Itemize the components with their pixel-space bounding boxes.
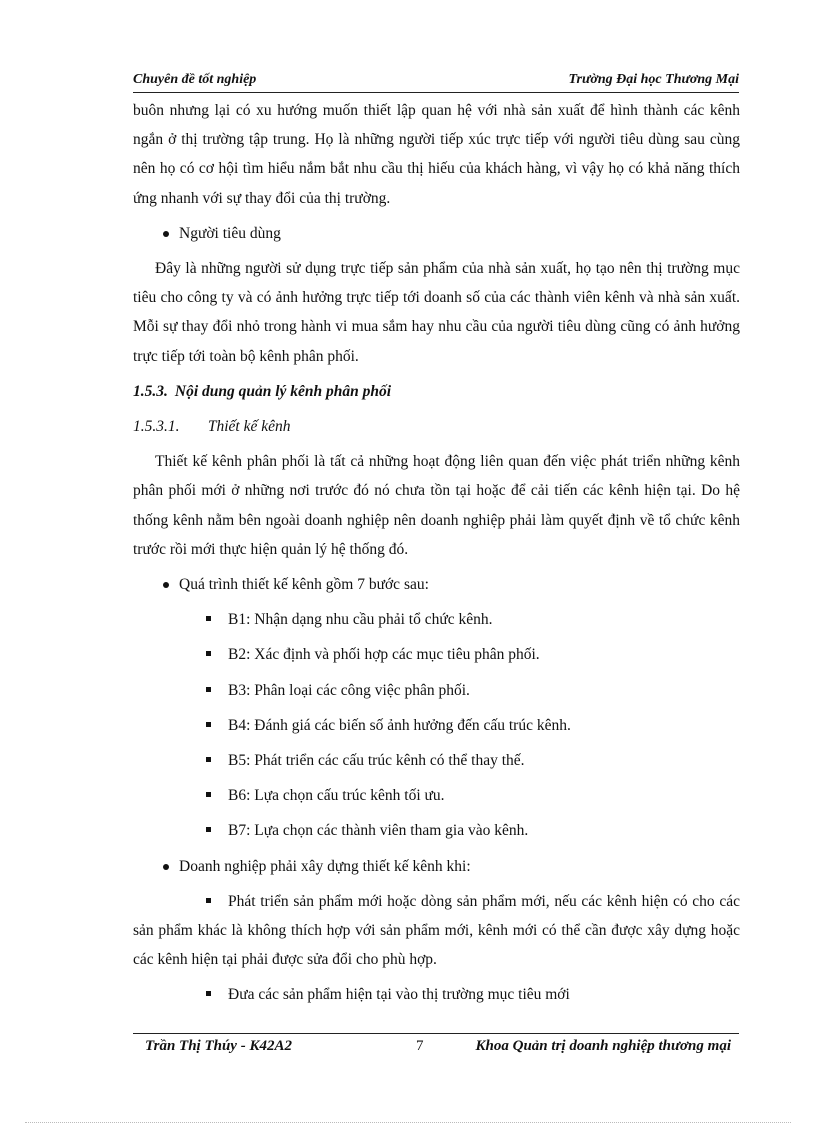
page-body — [133, 96, 740, 1010]
step-text: B3: Phân loại các công việc phân phối. — [228, 681, 470, 699]
page-footer — [133, 1033, 739, 1056]
bullet-consumer — [133, 219, 740, 248]
step-text: B7: Lựa chọn các thành viên tham gia vào kênh. — [228, 822, 529, 840]
subsection-heading — [133, 412, 740, 441]
paragraph-3: Thiết kế kênh phân phối là tất cả những hoạt động liên quan đến việc phát triển những kênh phân phối mới ở những nơi trước đó nó chưa tồn tại hoặc để cải tiến các kênh hiện tại. Do hệ thống kênh nằm bên ngoài doanh nghiệp nên doanh nghiệp phải làm quyết định về tổ chức kênh trước rồi mới thực hiện quản lý hệ thống đó. — [133, 453, 740, 558]
list-item — [133, 816, 740, 845]
list-item — [133, 711, 740, 740]
list-item — [133, 605, 740, 634]
bullet-text: Doanh nghiệp phải xây dựng thiết kế kênh khi: — [179, 857, 471, 875]
subsection-title: Thiết kế kênh — [207, 418, 291, 436]
list-item — [133, 746, 740, 775]
bullet-dot-icon — [163, 582, 169, 588]
paragraph-1: buôn nhưng lại có xu hướng muốn thiết lập quan hệ với nhà sản xuất để hình thành các kênh ngắn ở thị trường tập trung. Họ là những người tiếp xúc trực tiếp với người tiêu dùng sau cùng nên họ có cơ hội tìm hiểu nắm bắt nhu cầu thị hiếu của khách hàng, vì vậy họ có khả năng thích ứng nhanh với sự thay đổi của thị trường. — [133, 102, 740, 207]
square-bullet-icon — [206, 991, 211, 996]
footer-department: Khoa Quản trị doanh nghiệp thương mại — [475, 1038, 731, 1054]
section-number: 1.5.3. — [133, 382, 168, 400]
square-bullet-icon — [206, 792, 211, 797]
sub-item-text: Phát triển sản phẩm mới hoặc dòng sản phẩm mới, nếu các kênh hiện có cho các sản phẩm khác là không thích hợp với sản phẩm mới, kênh mới có thể cần được xây dựng hoặc các kênh hiện tại phải được sửa đổi cho phù hợp. — [133, 892, 740, 969]
list-item — [133, 676, 740, 705]
list-item — [133, 640, 740, 669]
bullet-when-design — [133, 852, 740, 881]
square-bullet-icon — [206, 722, 211, 727]
paragraph-2: Đây là những người sử dụng trực tiếp sản phẩm của nhà sản xuất, họ tạo nên thị trường mục tiêu cho công ty và có ảnh hưởng trực tiếp tới doanh số của các thành viên kênh và nhà sản xuất. Mỗi sự thay đổi nhỏ trong hành vi mua sắm hay nhu cầu của người tiêu dùng cũng có ảnh hưởng trực tiếp tới toàn bộ kênh phân phối. — [133, 260, 740, 365]
step-text: B2: Xác định và phối hợp các mục tiêu phân phối. — [228, 646, 540, 664]
list-item — [133, 781, 740, 810]
square-bullet-icon — [206, 827, 211, 832]
header-right: Trường Đại học Thương Mại — [568, 72, 739, 87]
header-left: Chuyên đề tốt nghiệp — [133, 72, 257, 87]
section-title: Nội dung quản lý kênh phân phối — [174, 382, 392, 400]
bullet-text: Người tiêu dùng — [179, 224, 281, 242]
step-text: B1: Nhận dạng nhu cầu phải tổ chức kênh. — [228, 611, 493, 629]
square-bullet-icon — [206, 651, 211, 656]
bullet-design-process — [133, 570, 740, 599]
sub-item-text: Đưa các sản phẩm hiện tại vào thị trường mục tiêu mới — [228, 986, 570, 1004]
step-text: B4: Đánh giá các biến số ảnh hưởng đến cấu trúc kênh. — [228, 716, 571, 734]
list-item — [133, 887, 740, 975]
subsection-number: 1.5.3.1. — [133, 418, 180, 436]
footer-author: Trần Thị Thúy - K42A2 — [145, 1038, 292, 1054]
square-bullet-icon — [206, 687, 211, 692]
step-text: B5: Phát triển các cấu trúc kênh có thể thay thế. — [228, 752, 525, 770]
section-heading — [133, 377, 740, 406]
bullet-dot-icon — [163, 864, 169, 870]
bullet-dot-icon — [163, 231, 169, 237]
square-bullet-icon — [206, 757, 211, 762]
bullet-text: Quá trình thiết kế kênh gồm 7 bước sau: — [179, 576, 429, 594]
step-text: B6: Lựa chọn cấu trúc kênh tối ưu. — [228, 787, 445, 805]
list-item — [133, 980, 740, 1009]
page-header — [133, 72, 739, 93]
square-bullet-icon — [206, 616, 211, 621]
page-number: 7 — [416, 1038, 424, 1054]
square-bullet-icon — [206, 898, 211, 903]
